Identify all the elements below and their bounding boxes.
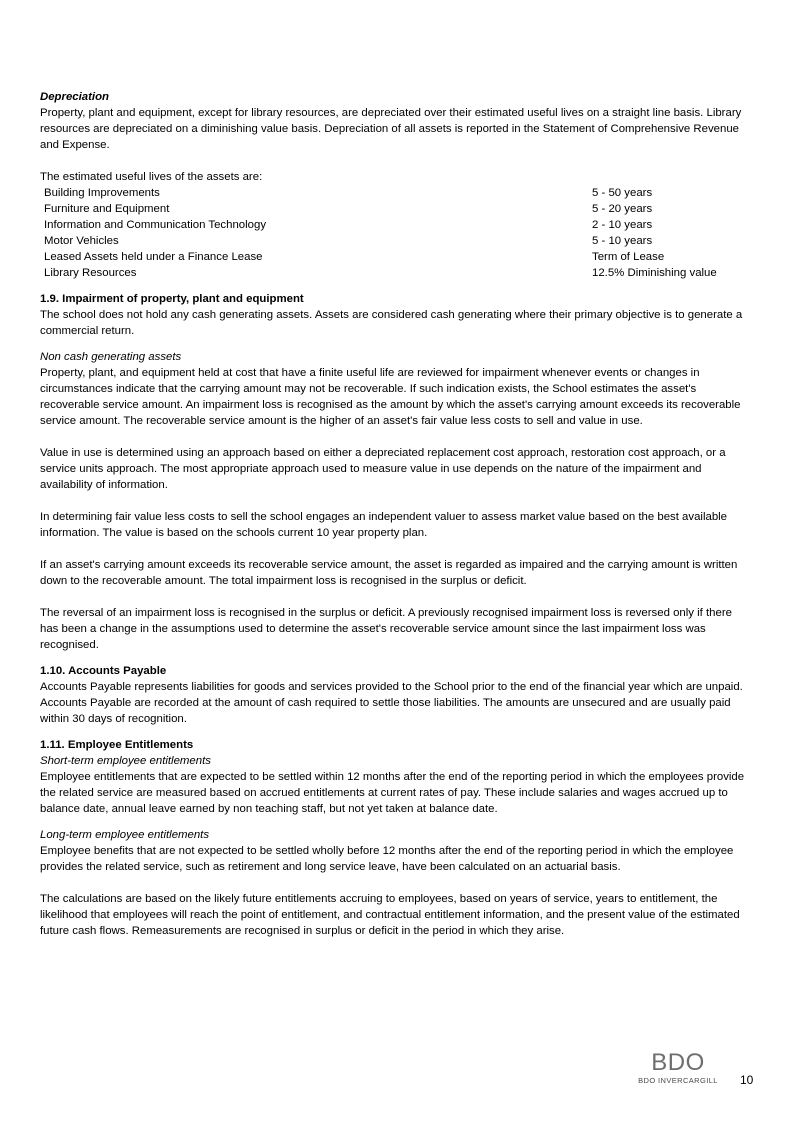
short-term-paragraph: Employee entitlements that are expected to be settled within 12 months after the end of the reporting period in which the employees provide the related service are measured based on accrued entitlements at current rates of pay. These include salaries and wages accrued up to balance date, annual leave earned by non teaching staff, but not yet taken at balance date.: [40, 771, 745, 815]
depreciation-paragraph: Property, plant and equipment, except for library resources, are depreciated over their estimated useful lives on a straight line basis. Library resources are depreciated on a diminishing value basis. Depreciation of all assets is reported in the Statement of Comprehensive Revenue and Expense.: [40, 107, 742, 151]
depreciation-heading: Depreciation: [40, 91, 109, 103]
asset-life: 5 - 50 years: [592, 187, 653, 199]
bdo-logo-mark: BDO: [651, 1049, 705, 1076]
bdo-office-name: BDO INVERCARGILL: [638, 1076, 718, 1085]
fair-value-paragraph: In determining fair value less costs to sell the school engages an independent valuer to assess market value based on the best available information. The value is based on the schools current 10 year property plan.: [40, 511, 728, 539]
accounts-payable-heading: 1.10. Accounts Payable: [40, 665, 167, 677]
page-content: [40, 89, 748, 939]
short-term-subheading: Short-term employee entitlements: [40, 755, 211, 767]
calculations-paragraph: The calculations are based on the likely future entitlements accruing to employees, based on years of service, years to entitlement, the likelihood that employees will reach the point of entitlement, and contractual entitlement information, and the present value of the estimated future cash flows. Remeasurements are recognised in surplus or deficit in the period in which they arise.: [40, 893, 740, 937]
asset-life: Term of Lease: [592, 251, 665, 263]
table-row: [40, 265, 748, 281]
non-cash-assets-subheading: Non cash generating assets: [40, 351, 182, 363]
page-number: 10: [740, 1073, 754, 1087]
table-row: [40, 217, 748, 233]
impairment-heading: 1.9. Impairment of property, plant and equipment: [40, 293, 304, 305]
value-in-use-paragraph: Value in use is determined using an approach based on either a depreciated replacement cost approach, restoration cost approach, or a service units approach. The most appropriate approach used to measure value in use depends on the nature of the impairment and availability of information.: [40, 447, 726, 491]
impairment-paragraph: The school does not hold any cash generating assets. Assets are considered cash generating where their primary objective is to generate a commercial return.: [40, 309, 743, 337]
asset-name: Library Resources: [44, 267, 137, 279]
impaired-asset-paragraph: If an asset's carrying amount exceeds its recoverable service amount, the asset is regarded as impaired and the carrying amount is written down to the recoverable amount. The total impairment loss is recognised in the surplus or deficit.: [40, 559, 738, 587]
asset-name: Furniture and Equipment: [44, 203, 170, 215]
impairment-reversal-paragraph: The reversal of an impairment loss is recognised in the surplus or deficit. A previously recognised impairment loss is reversed only if there has been a change in the assumptions used to determine the asset's recoverable service amount since the last impairment loss was recognised.: [40, 607, 732, 651]
useful-lives-table: [40, 185, 748, 281]
long-term-paragraph: Employee benefits that are not expected to be settled wholly before 12 months after the end of the reporting period in which the employee provides the related service, such as retirement and long service leave, have been calculated on an actuarial basis.: [40, 845, 734, 873]
asset-life: 5 - 20 years: [592, 203, 653, 215]
asset-name: Leased Assets held under a Finance Lease: [44, 251, 263, 263]
accounts-payable-paragraph: Accounts Payable represents liabilities for goods and services provided to the School prior to the end of the financial year which are unpaid. Accounts Payable are recorded at the amount of cash required to settle those liabilities. The amounts are unsecured and are usually paid within 30 days of recognition.: [40, 681, 743, 725]
table-row: [40, 185, 748, 201]
asset-life: 5 - 10 years: [592, 235, 653, 247]
table-row: [40, 249, 748, 265]
asset-name: Building Improvements: [44, 187, 160, 199]
asset-name: Information and Communication Technology: [44, 219, 267, 231]
long-term-subheading: Long-term employee entitlements: [40, 829, 210, 841]
table-row: [40, 201, 748, 217]
table-row: [40, 233, 748, 249]
impairment-review-paragraph: Property, plant, and equipment held at cost that have a finite useful life are reviewed for impairment whenever events or changes in circumstances indicate that the carrying amount may not be recoverable. If such indication exists, the School estimates the asset's recoverable service amount. An impairment loss is recognised as the amount by which the asset's carrying amount exceeds its recoverable service amount. The recoverable service amount is the higher of an asset's fair value less costs to sell and value in use.: [40, 367, 741, 427]
useful-lives-intro: The estimated useful lives of the assets are:: [40, 171, 263, 183]
bdo-logo: [638, 1050, 718, 1086]
asset-life: 2 - 10 years: [592, 219, 653, 231]
asset-name: Motor Vehicles: [44, 235, 119, 247]
employee-entitlements-heading: 1.11. Employee Entitlements: [40, 739, 194, 751]
asset-life: 12.5% Diminishing value: [592, 267, 717, 279]
